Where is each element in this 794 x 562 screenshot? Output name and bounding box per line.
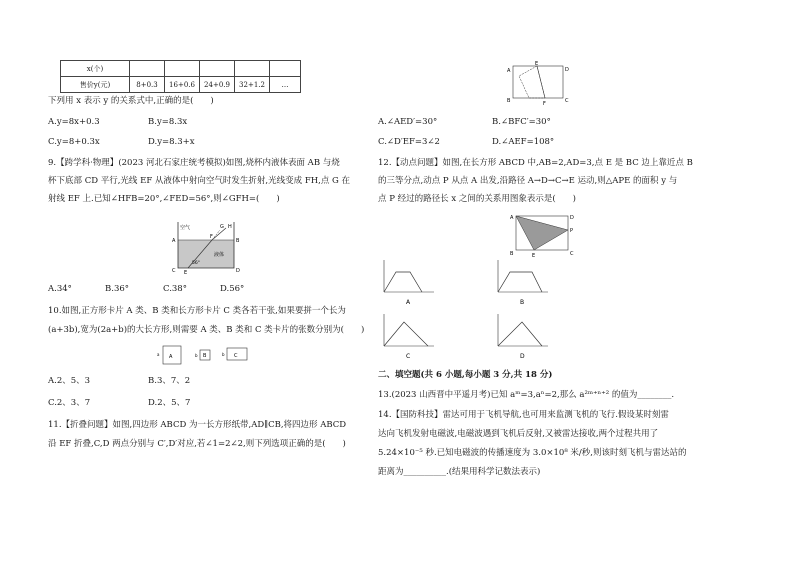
point-d-label: D	[565, 67, 569, 73]
q14-line3: 5.24×10⁻⁵ 秒.已知电磁波的传播速度为 3.0×10⁸ 米/秒,则该时刻飞机与雷达站的	[378, 448, 687, 458]
q10-option-c: C.2、3、7	[48, 398, 91, 408]
point-c-label: C	[570, 251, 574, 257]
q9-option-b: B.36°	[105, 284, 130, 294]
card-c-side: b	[222, 352, 225, 357]
q11-line2: 沿 EF 折叠,C,D 两点分别与 C′,D′对应,若∠1=2∠2,则下列选项正确的是( )	[48, 439, 346, 449]
q11-option-a: A.∠AED′=30°	[378, 117, 438, 127]
q10-option-b: B.3、7、2	[148, 376, 191, 386]
graph-a-line	[384, 272, 422, 292]
q12-line1: 12.【动点问题】如图,在长方形 ABCD 中,AB=2,AD=3,点 E 是 BC 边上靠近点 B	[378, 158, 693, 168]
point-a-label: A	[507, 68, 511, 74]
q14-line4: 距离为__________.(结果用科学记数法表示)	[378, 467, 541, 477]
q11-option-c: C.∠D′EF=3∠2	[378, 137, 440, 147]
graph-a	[378, 258, 438, 308]
liquid-region	[178, 240, 234, 268]
point-p-label: P	[570, 228, 574, 234]
rectangle-figure	[508, 210, 576, 258]
point-g-label: G	[220, 224, 224, 230]
point-f-label: F	[543, 101, 546, 107]
q12-line3: 点 P 经过的路径长 x 之间的关系用图象表示是( )	[378, 194, 576, 204]
point-b-label: B	[236, 238, 240, 244]
q10-option-d: D.2、5、7	[148, 398, 191, 408]
point-f-label: F	[210, 234, 213, 240]
triangle-ape	[516, 216, 568, 250]
point-e-label: E	[184, 270, 188, 276]
q8-stem: 下列用 x 表示 y 的关系式中,正确的是( )	[48, 96, 214, 106]
table-row: x(个)	[61, 61, 301, 77]
card-a-label: A	[169, 354, 173, 360]
graph-c-label: C	[406, 353, 411, 360]
point-d-label: D	[570, 215, 574, 221]
q11-option-b: B.∠BFC′=30°	[492, 117, 551, 127]
q13: 13.(2023 山西晋中平遥月考)已知 aᵐ=3,aⁿ=2,那么 a²ᵐ⁺ⁿ⁺² 的值为________.	[378, 390, 675, 400]
card-b-side: b	[195, 353, 198, 358]
folding-figure	[505, 62, 571, 106]
q8-option-c: C.y=8+0.3x	[48, 137, 100, 147]
point-h-label: H	[228, 224, 232, 230]
graph-b-line	[498, 272, 542, 292]
point-b-label: B	[507, 98, 511, 104]
q9-option-a: A.34°	[48, 284, 72, 294]
q12-line2: 的三等分点,动点 P 从点 A 出发,沿路径 A→D→C→E 运动,则△APE 的面积 y 与	[378, 176, 678, 186]
graph-c	[378, 312, 438, 362]
card-a-side: a	[157, 352, 160, 357]
point-d-label: D	[236, 268, 240, 274]
q10-line2: (a+3b),宽为(2a+b)的大长方形,则需要 A 类、B 类和 C 类卡片的张数分别为( )	[48, 325, 365, 335]
angle-label: 56°	[192, 261, 200, 266]
q9-line3: 射线 EF 上.已知∠HFB=20°,∠FED=56°,则∠GFH=( )	[48, 194, 280, 204]
liquid-label: 液体	[214, 252, 225, 258]
table-row: 售价y(元) 8+0.3 16+0.6 24+0.9 32+1.2 …	[61, 77, 301, 93]
q9-line1: 9.【跨学科·物理】(2023 河北石家庄统考模拟)如图,烧杯内液体表面 AB 与烧	[48, 158, 340, 168]
graph-d-line	[498, 322, 542, 346]
point-c-label: C	[565, 98, 569, 104]
point-c-label: C	[172, 268, 176, 274]
section-heading: 二、填空题(共 6 小题,每小题 3 分,共 18 分)	[378, 370, 553, 380]
q8-option-d: D.y=8.3+x	[148, 137, 195, 147]
point-a-label: A	[510, 215, 514, 221]
q10-line1: 10.如图,正方形卡片 A 类、B 类和长方形卡片 C 类各若干张,如果要拼一个长为	[48, 306, 346, 316]
graph-d	[492, 312, 552, 362]
q14-line1: 14.【国防科技】雷达可用于飞机导航,也可用来监测飞机的飞行.假设某时刻雷	[378, 410, 669, 420]
graph-d-label: D	[520, 353, 525, 360]
graph-b-label: B	[520, 299, 525, 306]
card-b-label: B	[203, 353, 207, 359]
price-table	[60, 60, 301, 93]
graph-a-label: A	[406, 299, 411, 306]
q8-option-a: A.y=8x+0.3	[48, 117, 100, 127]
point-b-label: B	[510, 251, 514, 257]
q11-option-d: D.∠AEF=108°	[492, 137, 555, 147]
point-e-label: E	[532, 253, 536, 259]
point-e-label: E	[535, 61, 539, 67]
graph-b	[492, 258, 552, 308]
q11-line1: 11.【折叠问题】如图,四边形 ABCD 为一长方形纸带,AD∥CB,将四边形 ABCD	[48, 420, 347, 430]
q9-option-c: C.38°	[163, 284, 187, 294]
beaker-figure	[170, 220, 240, 275]
air-label: 空气	[180, 225, 191, 231]
point-a-label: A	[172, 238, 176, 244]
q8-option-b: B.y=8.3x	[148, 117, 188, 127]
cards-figure	[155, 344, 255, 372]
q10-option-a: A.2、5、3	[48, 376, 91, 386]
q9-option-d: D.56°	[220, 284, 245, 294]
ray-fg	[212, 230, 220, 240]
graph-c-line	[384, 322, 428, 346]
q9-line2: 杯下底部 CD 平行,光线 EF 从液体中射向空气时发生折射,光线变成 FH,点 G 在	[48, 176, 351, 186]
ray-fh	[212, 228, 226, 240]
card-c-label: C	[234, 353, 238, 359]
q14-line2: 达向飞机发射电磁波,电磁波遇到飞机后反射,又被雷达接收,两个过程共用了	[378, 429, 659, 439]
